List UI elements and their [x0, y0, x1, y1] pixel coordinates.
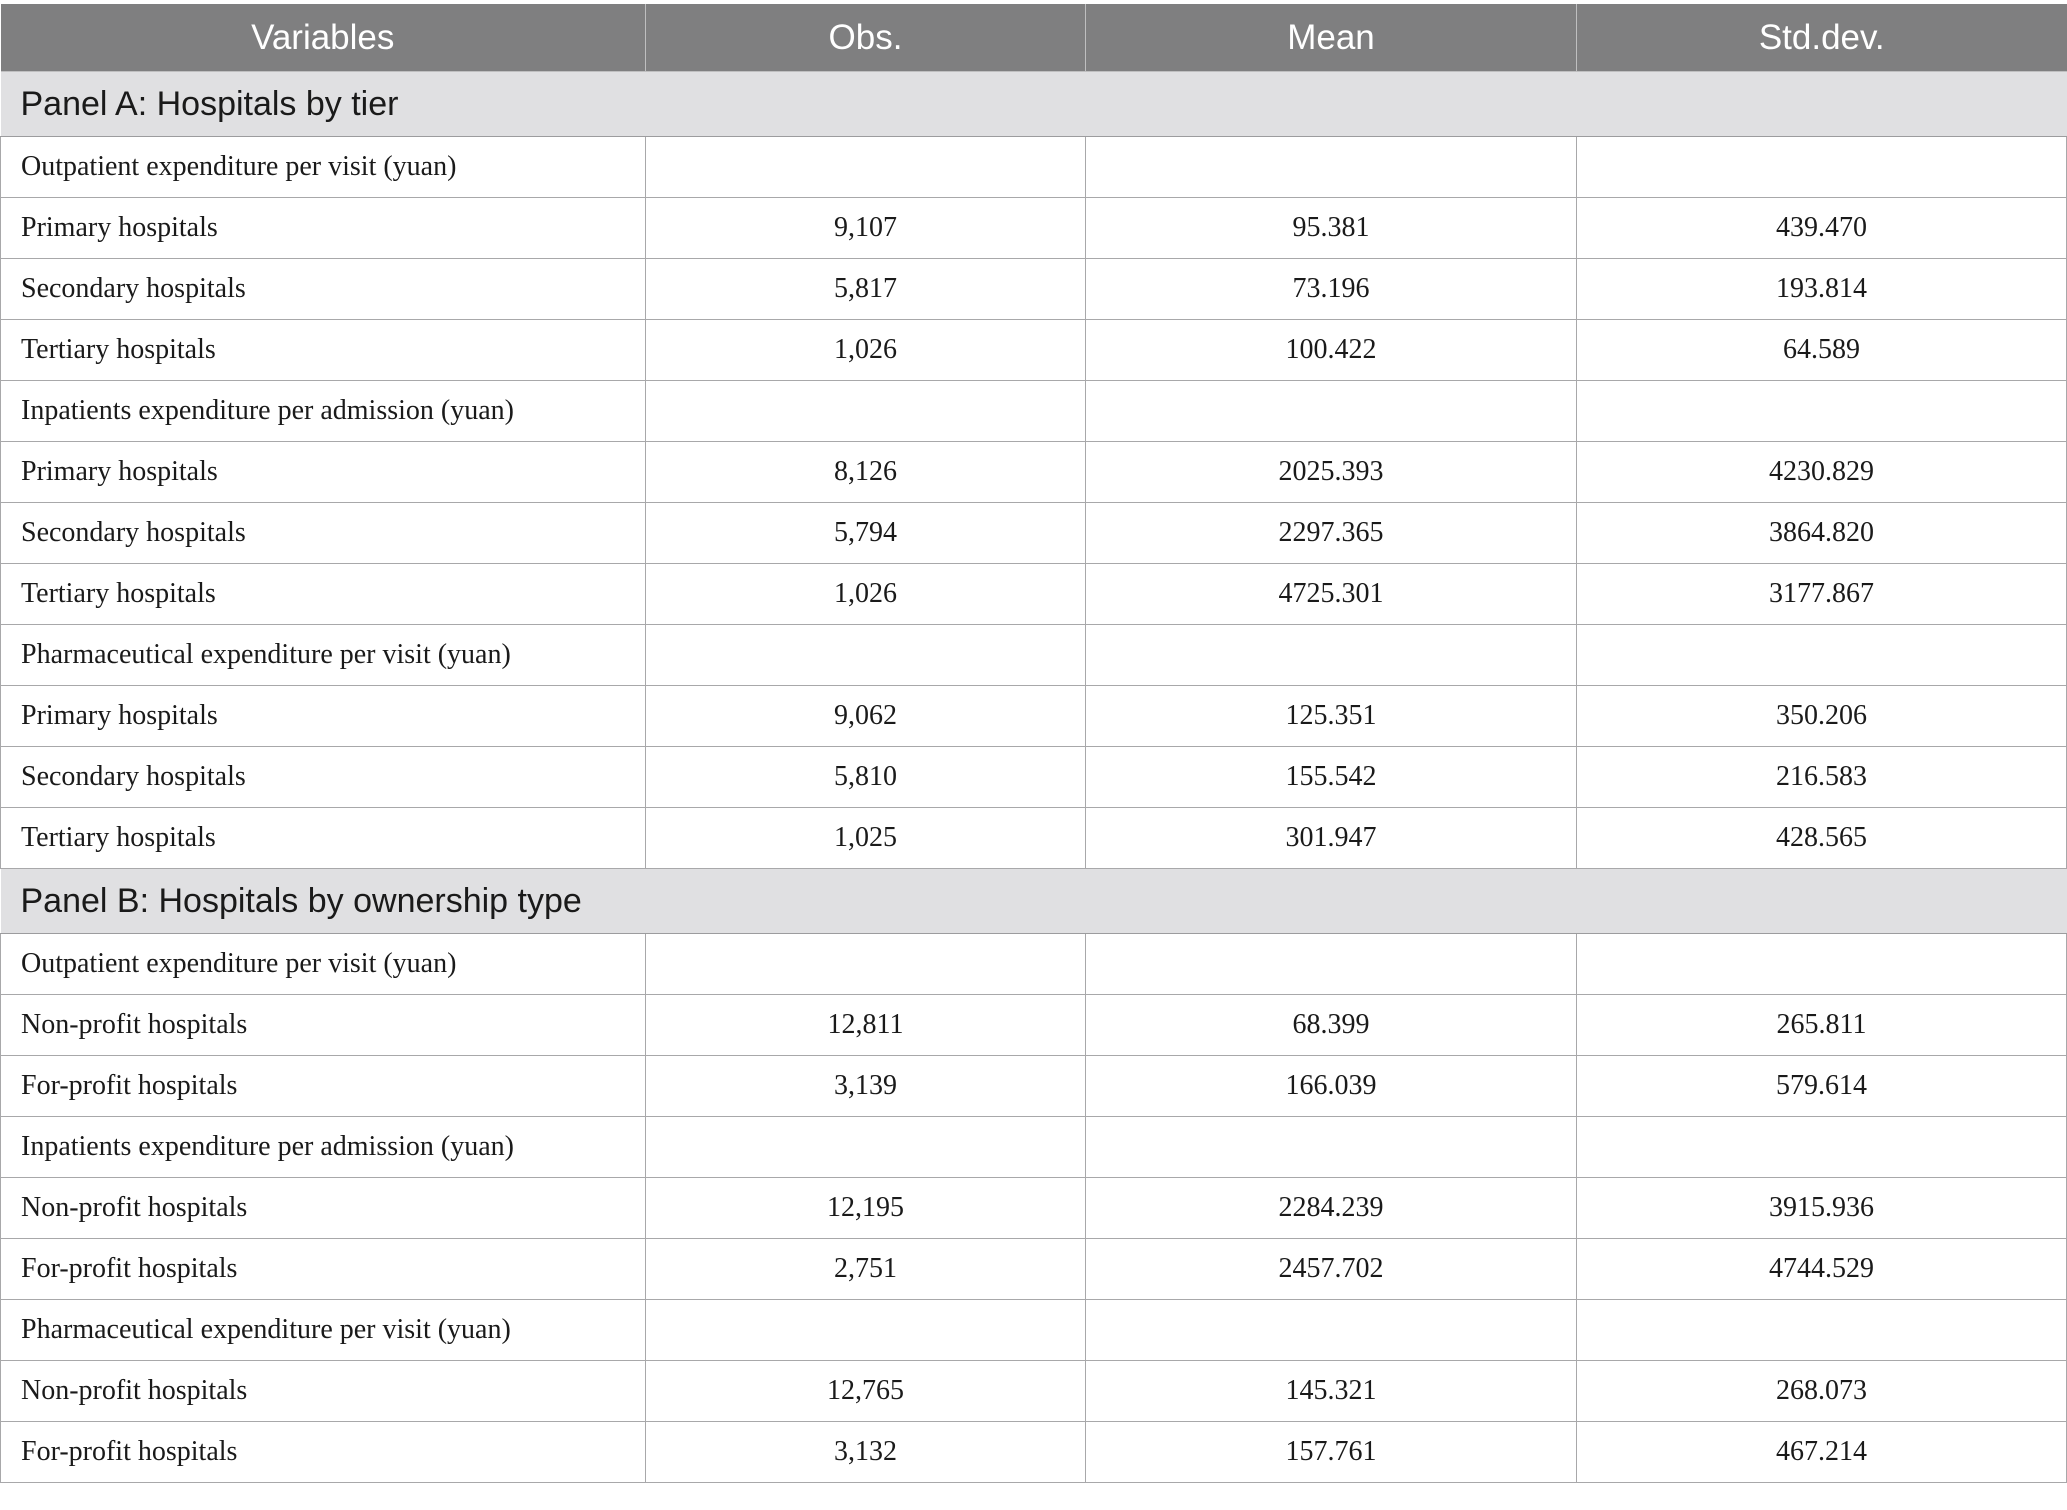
mean-cell: 2297.365 [1086, 503, 1577, 564]
descriptive-statistics-table [0, 4, 2067, 1483]
variable-cell: Pharmaceutical expenditure per visit (yuan) [1, 625, 646, 686]
table-row [1, 995, 2067, 1056]
panel-b-heading-row [1, 869, 2067, 934]
variable-cell: Outpatient expenditure per visit (yuan) [1, 137, 646, 198]
std-dev-cell: 467.214 [1577, 1422, 2067, 1483]
obs-cell: 1,026 [646, 564, 1086, 625]
variable-cell: Pharmaceutical expenditure per visit (yuan) [1, 1300, 646, 1361]
std-dev-cell [1577, 137, 2067, 198]
variable-cell: Tertiary hospitals [1, 808, 646, 869]
table-row [1, 1300, 2067, 1361]
header-mean: Mean [1086, 4, 1577, 72]
std-dev-cell: 4230.829 [1577, 442, 2067, 503]
std-dev-cell: 3177.867 [1577, 564, 2067, 625]
variable-cell: Inpatients expenditure per admission (yuan) [1, 381, 646, 442]
std-dev-cell: 64.589 [1577, 320, 2067, 381]
obs-cell: 3,139 [646, 1056, 1086, 1117]
std-dev-cell: 579.614 [1577, 1056, 2067, 1117]
table-header [1, 4, 2067, 72]
std-dev-cell: 439.470 [1577, 198, 2067, 259]
obs-cell: 12,765 [646, 1361, 1086, 1422]
mean-cell: 68.399 [1086, 995, 1577, 1056]
mean-cell: 73.196 [1086, 259, 1577, 320]
mean-cell: 166.039 [1086, 1056, 1577, 1117]
mean-cell: 4725.301 [1086, 564, 1577, 625]
table-row [1, 259, 2067, 320]
obs-cell: 5,817 [646, 259, 1086, 320]
variable-cell: For-profit hospitals [1, 1239, 646, 1300]
mean-cell [1086, 381, 1577, 442]
std-dev-cell [1577, 381, 2067, 442]
header-row [1, 4, 2067, 72]
mean-cell: 125.351 [1086, 686, 1577, 747]
variable-cell: Outpatient expenditure per visit (yuan) [1, 934, 646, 995]
table-row [1, 808, 2067, 869]
table-row [1, 381, 2067, 442]
obs-cell: 12,195 [646, 1178, 1086, 1239]
std-dev-cell: 428.565 [1577, 808, 2067, 869]
std-dev-cell: 350.206 [1577, 686, 2067, 747]
table-row [1, 1117, 2067, 1178]
obs-cell: 2,751 [646, 1239, 1086, 1300]
variable-cell: Primary hospitals [1, 198, 646, 259]
obs-cell [646, 137, 1086, 198]
std-dev-cell [1577, 1300, 2067, 1361]
table-row [1, 934, 2067, 995]
table-row [1, 564, 2067, 625]
variable-cell: Primary hospitals [1, 686, 646, 747]
header-std-dev: Std.dev. [1577, 4, 2067, 72]
obs-cell: 3,132 [646, 1422, 1086, 1483]
obs-cell [646, 625, 1086, 686]
table-row [1, 198, 2067, 259]
std-dev-cell: 3915.936 [1577, 1178, 2067, 1239]
obs-cell: 12,811 [646, 995, 1086, 1056]
variable-cell: Tertiary hospitals [1, 564, 646, 625]
table-row [1, 1056, 2067, 1117]
mean-cell: 145.321 [1086, 1361, 1577, 1422]
variable-cell: Tertiary hospitals [1, 320, 646, 381]
header-obs: Obs. [646, 4, 1086, 72]
mean-cell: 95.381 [1086, 198, 1577, 259]
obs-cell: 1,025 [646, 808, 1086, 869]
variable-cell: Inpatients expenditure per admission (yuan) [1, 1117, 646, 1178]
mean-cell [1086, 1300, 1577, 1361]
table-row [1, 503, 2067, 564]
variable-cell: For-profit hospitals [1, 1056, 646, 1117]
table-row [1, 1361, 2067, 1422]
std-dev-cell [1577, 625, 2067, 686]
variable-cell: Secondary hospitals [1, 503, 646, 564]
panel-b-title: Panel B: Hospitals by ownership type [1, 869, 2067, 934]
std-dev-cell [1577, 934, 2067, 995]
obs-cell: 1,026 [646, 320, 1086, 381]
std-dev-cell: 268.073 [1577, 1361, 2067, 1422]
mean-cell: 2284.239 [1086, 1178, 1577, 1239]
obs-cell: 9,107 [646, 198, 1086, 259]
variable-cell: Secondary hospitals [1, 747, 646, 808]
std-dev-cell: 4744.529 [1577, 1239, 2067, 1300]
mean-cell [1086, 625, 1577, 686]
table-row [1, 137, 2067, 198]
variable-cell: Non-profit hospitals [1, 995, 646, 1056]
mean-cell: 2457.702 [1086, 1239, 1577, 1300]
table-row [1, 442, 2067, 503]
table-row [1, 1239, 2067, 1300]
variable-cell: Non-profit hospitals [1, 1361, 646, 1422]
std-dev-cell: 216.583 [1577, 747, 2067, 808]
table-body [1, 72, 2067, 1483]
obs-cell: 9,062 [646, 686, 1086, 747]
table-row [1, 686, 2067, 747]
std-dev-cell: 193.814 [1577, 259, 2067, 320]
std-dev-cell: 3864.820 [1577, 503, 2067, 564]
std-dev-cell: 265.811 [1577, 995, 2067, 1056]
obs-cell [646, 934, 1086, 995]
panel-a-title: Panel A: Hospitals by tier [1, 72, 2067, 137]
variable-cell: Non-profit hospitals [1, 1178, 646, 1239]
mean-cell: 155.542 [1086, 747, 1577, 808]
header-variables: Variables [1, 4, 646, 72]
mean-cell [1086, 934, 1577, 995]
mean-cell [1086, 1117, 1577, 1178]
panel-a-heading-row [1, 72, 2067, 137]
mean-cell: 157.761 [1086, 1422, 1577, 1483]
obs-cell: 5,794 [646, 503, 1086, 564]
table-row [1, 320, 2067, 381]
std-dev-cell [1577, 1117, 2067, 1178]
obs-cell: 8,126 [646, 442, 1086, 503]
obs-cell [646, 1300, 1086, 1361]
obs-cell [646, 381, 1086, 442]
obs-cell [646, 1117, 1086, 1178]
variable-cell: Secondary hospitals [1, 259, 646, 320]
mean-cell [1086, 137, 1577, 198]
table-row [1, 1422, 2067, 1483]
table-row [1, 625, 2067, 686]
variable-cell: Primary hospitals [1, 442, 646, 503]
mean-cell: 100.422 [1086, 320, 1577, 381]
table-row [1, 747, 2067, 808]
mean-cell: 301.947 [1086, 808, 1577, 869]
obs-cell: 5,810 [646, 747, 1086, 808]
mean-cell: 2025.393 [1086, 442, 1577, 503]
table-row [1, 1178, 2067, 1239]
variable-cell: For-profit hospitals [1, 1422, 646, 1483]
